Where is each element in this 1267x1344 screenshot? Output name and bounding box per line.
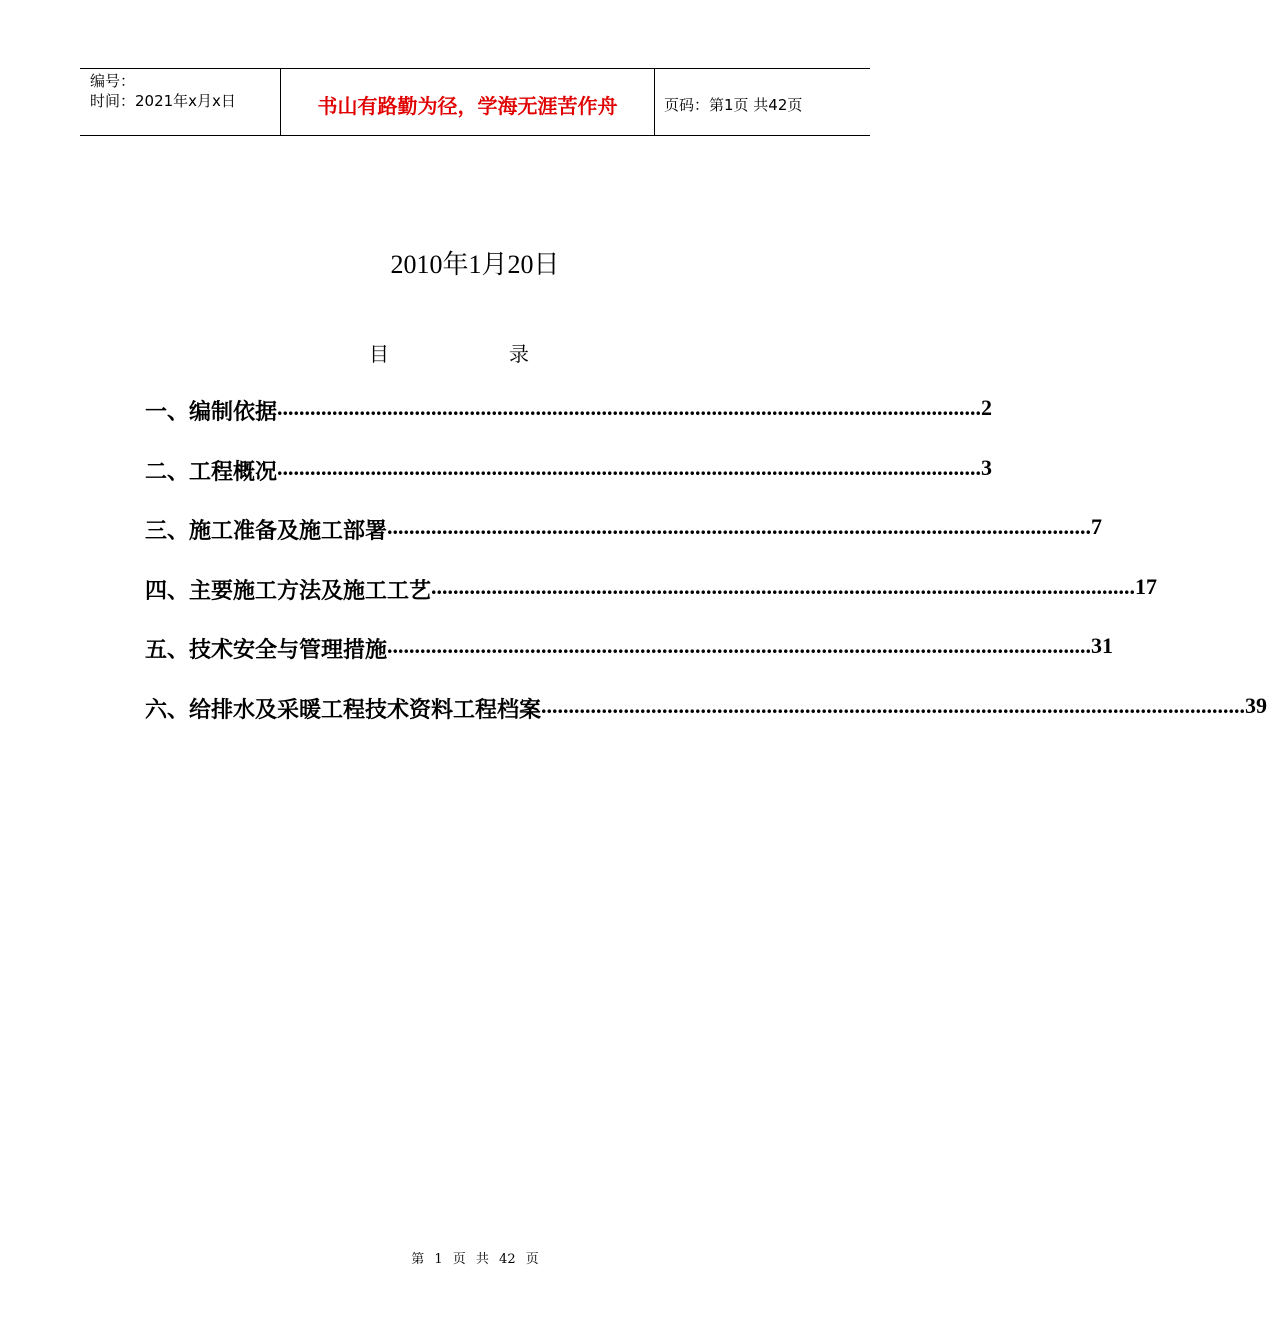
toc-item-page: 39 — [1245, 692, 1267, 718]
toc-leader-dots: ................................................................................................................................ — [277, 454, 982, 480]
toc-item-page: 7 — [1091, 514, 1103, 540]
header-number-label: 编号： — [90, 72, 136, 90]
toc-leader-dots: ................................................................................................................................ — [431, 573, 1136, 599]
toc-item[interactable] — [145, 395, 993, 455]
table-of-contents — [145, 395, 1267, 753]
toc-title-left: 目 — [369, 342, 389, 366]
toc-leader-dots: ................................................................................................................................ — [541, 692, 1246, 718]
toc-item-text: 施工准备及施工部署 — [189, 518, 388, 545]
toc-item-text: 给排水及采暖工程技术资料工程档案 — [189, 696, 542, 723]
toc-item[interactable] — [145, 573, 1158, 634]
toc-title — [369, 338, 529, 367]
toc-item-text: 主要施工方法及施工工艺 — [189, 577, 432, 604]
toc-item-number: 二、 — [145, 458, 190, 485]
toc-leader-dots: ................................................................................................................................ — [387, 633, 1092, 659]
toc-item[interactable] — [145, 454, 993, 515]
page-footer: 第 1 页 共 42 页 — [411, 1252, 539, 1267]
document-date: 2010年1月20日 — [390, 250, 560, 279]
toc-leader-dots: ................................................................................................................................ — [277, 395, 982, 420]
header-motto: 书山有路勤为径，学海无涯苦作舟 — [281, 69, 655, 135]
toc-item-page: 17 — [1135, 573, 1158, 599]
toc-item-number: 四、 — [145, 577, 190, 604]
toc-item-page: 31 — [1091, 633, 1114, 659]
header-meta — [80, 69, 281, 135]
toc-item[interactable] — [145, 692, 1267, 753]
header-page-info: 页码：第1页 共42页 — [664, 95, 803, 114]
page-header — [80, 68, 870, 136]
toc-item[interactable] — [145, 633, 1114, 693]
toc-item-page: 2 — [981, 395, 993, 420]
toc-item-number: 一、 — [145, 399, 190, 425]
toc-leader-dots: ................................................................................................................................ — [387, 514, 1092, 540]
toc-item[interactable] — [145, 514, 1103, 574]
toc-item-page: 3 — [981, 454, 993, 480]
header-time-label: 时间：2021年x月x日 — [90, 92, 236, 110]
toc-item-text: 工程概况 — [189, 458, 278, 485]
toc-item-text: 技术安全与管理措施 — [189, 637, 388, 664]
toc-item-text: 编制依据 — [189, 399, 278, 425]
toc-item-number: 五、 — [145, 637, 190, 664]
toc-item-number: 六、 — [145, 696, 190, 723]
toc-item-number: 三、 — [145, 518, 190, 545]
toc-title-right: 录 — [509, 342, 529, 366]
